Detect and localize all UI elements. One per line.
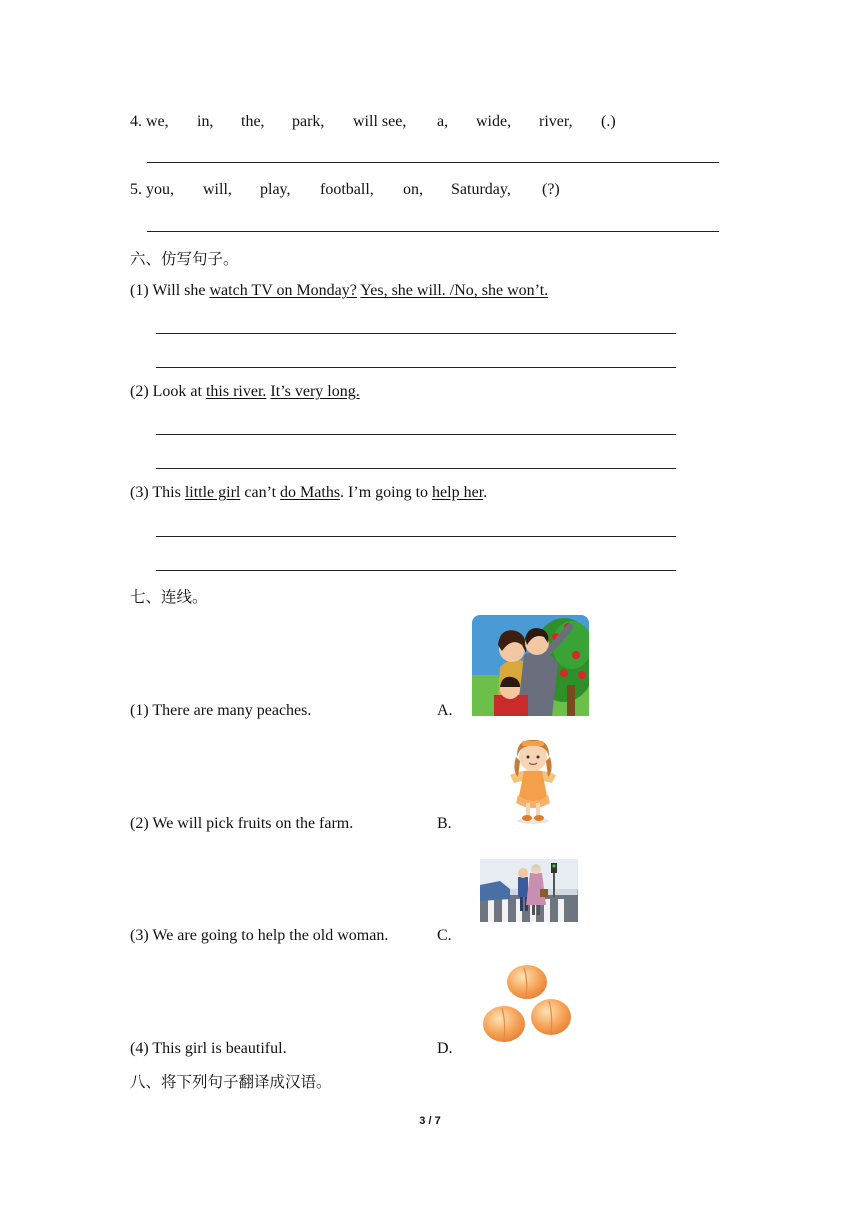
question-5-number: 5. you,: [130, 181, 174, 198]
underlined-phrase: this river.: [205, 383, 267, 400]
page-number: 3 / 7: [419, 1115, 441, 1127]
word: (.): [601, 113, 616, 130]
word: a,: [437, 113, 449, 130]
option-letter-d: D.: [437, 1040, 453, 1057]
word: football,: [320, 181, 374, 198]
family-picking-apples-picture: [472, 615, 589, 716]
option-letter-b: B.: [437, 815, 452, 832]
sentence-text: (1) Will she: [130, 282, 210, 299]
question-4-number: 4. we,: [130, 113, 169, 130]
underlined-phrase: watch TV on Monday?: [209, 282, 357, 299]
word: will,: [203, 181, 232, 198]
section-6-heading: 六、仿写句子。: [130, 250, 239, 268]
smiling-girl-picture: [502, 735, 564, 825]
answer-line[interactable]: [156, 367, 676, 368]
word: (?): [542, 181, 560, 198]
match-item-1: (1) There are many peaches.: [130, 702, 312, 719]
answer-line[interactable]: [156, 434, 676, 435]
match-item-4: (4) This girl is beautiful.: [130, 1040, 287, 1057]
three-peaches-picture: [482, 962, 574, 1046]
underlined-phrase: do Maths: [280, 484, 341, 501]
sentence-text: . I’m going to: [340, 484, 433, 501]
section-8-heading: 八、将下列句子翻译成汉语。: [130, 1073, 332, 1091]
sentence-text: (3) This: [130, 484, 185, 501]
answer-line[interactable]: [156, 333, 676, 334]
sentence-text: .: [483, 484, 488, 501]
underlined-phrase: Yes, she will. /No, she won’t.: [360, 282, 549, 299]
answer-line[interactable]: [156, 536, 676, 537]
word: the,: [241, 113, 265, 130]
sentence-3: [130, 484, 487, 502]
match-item-3: (3) We are going to help the old woman.: [130, 927, 389, 944]
word: will see,: [353, 113, 407, 130]
underlined-phrase: It’s very long.: [270, 383, 360, 400]
section-7-heading: 七、连线。: [130, 588, 208, 606]
answer-line[interactable]: [156, 570, 676, 571]
word: Saturday,: [451, 181, 511, 198]
answer-line[interactable]: [156, 468, 676, 469]
word: play,: [260, 181, 291, 198]
answer-line[interactable]: [147, 162, 719, 163]
option-letter-a: A.: [437, 702, 453, 719]
sentence-1: [130, 282, 548, 300]
underlined-phrase: little girl: [184, 484, 241, 501]
word: wide,: [476, 113, 512, 130]
word: park,: [292, 113, 325, 130]
word: river,: [539, 113, 573, 130]
option-letter-c: C.: [437, 927, 452, 944]
sentence-2: [130, 383, 360, 401]
underlined-phrase: help her: [432, 484, 484, 501]
children-helping-old-woman-crossing-street-picture: [480, 859, 578, 922]
answer-line[interactable]: [147, 231, 719, 232]
sentence-text: (2) Look at: [130, 383, 206, 400]
word: in,: [197, 113, 214, 130]
match-item-2: (2) We will pick fruits on the farm.: [130, 815, 354, 832]
word: on,: [403, 181, 423, 198]
sentence-text: can’t: [240, 484, 281, 501]
